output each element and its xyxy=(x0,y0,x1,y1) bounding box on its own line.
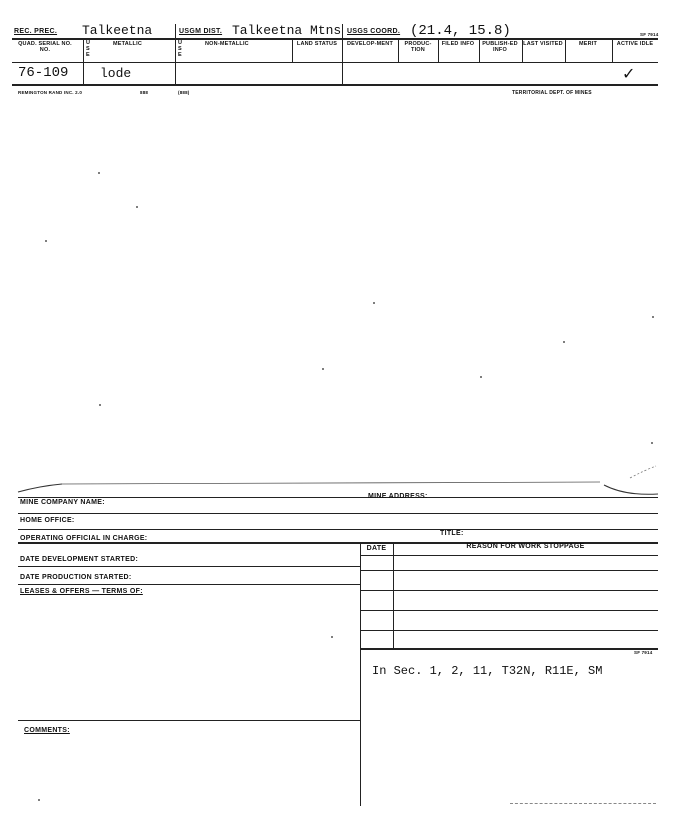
col-use-2: U S E xyxy=(178,40,183,58)
printer-code: 888 xyxy=(140,90,149,95)
comments-label: COMMENTS: xyxy=(24,727,70,734)
operating-official-label: OPERATING OFFICIAL IN CHARGE: xyxy=(20,535,148,542)
divider-center xyxy=(360,542,361,806)
rule-comments xyxy=(18,720,360,721)
rec-prec-value: Talkeetna xyxy=(82,23,153,38)
rule-home xyxy=(18,513,658,514)
divider-v xyxy=(83,38,84,84)
rule-prod xyxy=(18,584,360,585)
form-number-bottom: SF 7914 xyxy=(634,650,653,655)
col-production: PRODUC-TION xyxy=(404,41,432,53)
rule-row-bottom xyxy=(12,84,658,86)
date-development-label: DATE DEVELOPMENT STARTED: xyxy=(20,556,139,563)
rule-dev xyxy=(18,566,360,567)
metallic-value: lode xyxy=(100,66,132,81)
mine-company-name-label: MINE COMPANY NAME: xyxy=(20,499,105,506)
department-label: TERRITORIAL DEPT. OF MINES xyxy=(512,90,592,96)
scan-speck xyxy=(331,636,333,638)
date-col-header: DATE xyxy=(366,545,387,552)
scan-speck xyxy=(99,404,101,406)
scan-speck xyxy=(45,240,47,242)
divider-v xyxy=(292,38,293,62)
scan-speck xyxy=(322,368,324,370)
rule-table-1 xyxy=(360,570,658,571)
rule-cols xyxy=(12,62,658,63)
rule-company xyxy=(18,497,658,498)
col-merit: MERIT xyxy=(578,41,598,47)
mine-address-label: MINE ADDRESS: xyxy=(368,493,428,500)
col-use-1: U S E xyxy=(86,40,91,58)
scan-speck xyxy=(480,376,482,378)
rule-table-3 xyxy=(360,610,658,611)
rec-prec-label: REC. PREC. xyxy=(14,28,58,35)
date-production-label: DATE PRODUCTION STARTED: xyxy=(20,574,132,581)
faint-bottom-rule xyxy=(510,803,656,804)
usgs-coord-value: (21.4, 15.8) xyxy=(410,23,511,39)
usgm-dist-value: Talkeetna Mtns xyxy=(232,23,342,38)
col-last-visited: LAST VISITED xyxy=(523,41,563,47)
scan-speck xyxy=(652,316,654,318)
printer-mark: REMINGTON RAND INC. 2.0 xyxy=(18,90,83,95)
col-quad-serial: QUAD. SERIAL NO. NO. xyxy=(18,41,72,53)
rule-top xyxy=(12,38,658,40)
usgm-dist-label: USGM DIST. xyxy=(179,28,223,35)
reason-col-header: REASON FOR WORK STOPPAGE xyxy=(466,543,585,550)
card-edge-curves xyxy=(0,440,678,500)
divider-date xyxy=(393,542,394,648)
scan-speck xyxy=(136,206,138,208)
title-label: TITLE: xyxy=(440,530,464,537)
printer-code-2: (888) xyxy=(178,90,190,95)
rule-table-2 xyxy=(360,590,658,591)
form-number-top: SF 7914 xyxy=(640,32,659,37)
divider-v xyxy=(342,24,343,84)
scan-speck xyxy=(38,799,40,801)
scan-speck xyxy=(563,341,565,343)
usgs-coord-label: USGS COORD. xyxy=(347,28,401,35)
col-development: DEVELOP-MENT xyxy=(346,41,394,47)
scan-speck xyxy=(98,172,100,174)
col-published-info: PUBLISH-ED INFO xyxy=(482,41,518,53)
col-land-status: LAND STATUS xyxy=(296,41,338,47)
quad-serial-value: 76-109 xyxy=(18,65,69,81)
col-non-metallic: NON-METALLIC xyxy=(205,41,249,47)
rule-operating xyxy=(18,529,658,530)
home-office-label: HOME OFFICE: xyxy=(20,517,75,524)
rule-table-4 xyxy=(360,630,658,631)
location-note: In Sec. 1, 2, 11, T32N, R11E, SM xyxy=(372,664,603,678)
rule-table-head xyxy=(360,555,658,556)
col-active-idle: ACTIVE IDLE xyxy=(616,41,654,47)
divider-v xyxy=(175,24,176,84)
col-metallic: METALLIC xyxy=(113,41,142,47)
col-filed-info: FILED INFO xyxy=(441,41,475,47)
active-check-mark: ✓ xyxy=(622,64,636,83)
scan-speck xyxy=(373,302,375,304)
rule-table-bottom xyxy=(360,648,658,650)
leases-offers-label: LEASES & OFFERS — TERMS OF: xyxy=(20,588,143,595)
